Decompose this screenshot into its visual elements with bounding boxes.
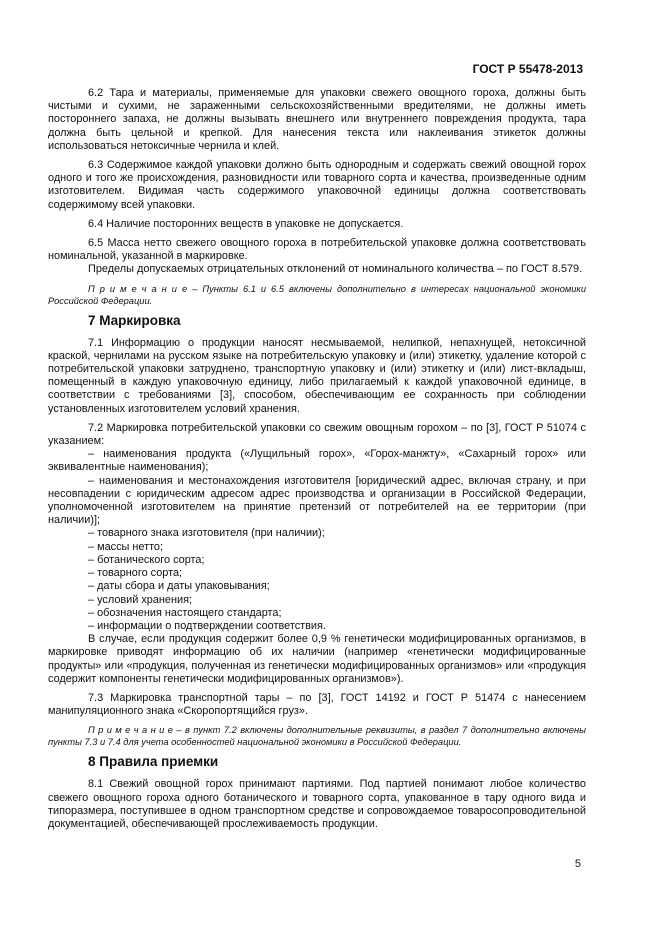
paragraph-7-3: 7.3 Маркировка транспортной тары – по [3], ГОСТ 14192 и ГОСТ Р 51474 с нанесением манипуляционного знака «Скоропортящийся груз». [48, 691, 586, 718]
list-item: – информации о подтверждении соответствия. [88, 619, 326, 632]
document-code-header: ГОСТ Р 55478-2013 [472, 62, 583, 76]
document-body [48, 87, 586, 837]
list-item: – товарного сорта; [88, 567, 183, 580]
paragraph-6-3: 6.3 Содержимое каждой упаковки должно быть однородным и содержать свежий овощной горох одного и того же происхождения, разновидности или товарного сорта и качества, произведенные одним изготовителем. Видимая часть содержимого упаковочной единицы должна соответствовать содержимому всей упаковки. [48, 159, 586, 211]
paragraph-7-2-gmo: В случае, если продукция содержит более 0,9 % генетически модифицированных организмов, в маркировке приводят информацию об их наличии (например «генетически модифицированные продукты» или «продукция, полученная из генетически модифицированных организмов» или «продукция содержит компоненты генетически модифицированных организмов»). [48, 633, 586, 685]
paragraph-7-1: 7.1 Информацию о продукции наносят несмываемой, нелипкой, непахнущей, нетоксичной краской, чернилами на русском языке на потребительскую упаковку и (или) этикетку, удаление которой с потребительской упаковки затруднено, транспортную упаковку и (или) этикетку и (или) лист-вкладыш, помещенный в каждую упаковочную единицу, либо прилагаемый к каждой упаковочной единице, в соответствии с требованиями [3], способом, обеспечивающим ее сохранность при соблюдении установленных изготовителем условий хранения. [48, 336, 586, 415]
list-item: – условий хранения; [88, 593, 193, 606]
paragraph-6-4: 6.4 Наличие посторонних веществ в упаковке не допускается. [88, 217, 404, 230]
paragraph-8-1: 8.1 Свежий овощной горох принимают партиями. Под партией понимают любое количество свежего овощного гороха одного ботанического и товарного сорта, упакованное в тару одного вида и типоразмера, поступившее в одном транспортном средстве и сопровождаемое товаросопроводительной документацией, обеспечивающей прослеживаемость продукции. [48, 778, 586, 830]
list-item: – наименования и местонахождения изготовителя [юридический адрес, включая страну, и при несовпадении с юридическим адресом адрес производства и организации в Российской Федерации, уполномоченной изготовителем на принятие претензий от потребителей на ее территории (при наличии)]; [48, 474, 586, 527]
paragraph-6-5-limits: Пределы допускаемых отрицательных отклонений от номинального количества – по ГОСТ 8.579. [88, 263, 583, 276]
note-section-7: П р и м е ч а н и е – в пункт 7.2 включены дополнительные реквизиты, в раздел 7 дополнительно включены пункты 7.3 и 7.4 для учета особенностей национальной экономики в Российской Федерации. [48, 725, 586, 748]
list-item: – товарного знака изготовителя (при наличии); [88, 527, 325, 540]
paragraph-7-2: 7.2 Маркировка потребительской упаковки со свежим овощным горохом – по [3], ГОСТ Р 51074 с указанием: [48, 421, 586, 448]
list-item: – наименования продукта («Лущильный горох», «Горох-манжту», «Сахарный горох» или эквивалентные наименования); [48, 448, 586, 474]
list-item: – даты сбора и даты упаковывания; [88, 580, 270, 593]
list-item: – обозначения настоящего стандарта; [88, 606, 282, 619]
note-section-6: П р и м е ч а н и е – Пункты 6.1 и 6.5 включены дополнительно в интересах национальной экономики Российской Федерации. [48, 283, 586, 306]
list-item: – ботанического сорта; [88, 553, 205, 566]
section-heading-8: 8 Правила приемки [88, 754, 219, 770]
page-number: 5 [574, 858, 581, 870]
section-heading-7: 7 Маркировка [88, 312, 181, 328]
paragraph-6-5: 6.5 Масса нетто свежего овощного гороха в потребительской упаковке должна соответствовать номинальной, указанной в маркировке. [48, 237, 586, 263]
list-item: – массы нетто; [88, 540, 164, 553]
paragraph-6-2: 6.2 Тара и материалы, применяемые для упаковки свежего овощного гороха, должны быть чистыми и сухими, не зараженными сельскохозяйственными вредителями, не должны иметь постороннего запаха, не должны вызывать внешнего или внутреннего повреждения продукта, тара должна быть цельной и крепкой. Для нанесения текста или наклеивания этикеток должны использоваться нетоксичные чернила и клей. [48, 87, 586, 152]
